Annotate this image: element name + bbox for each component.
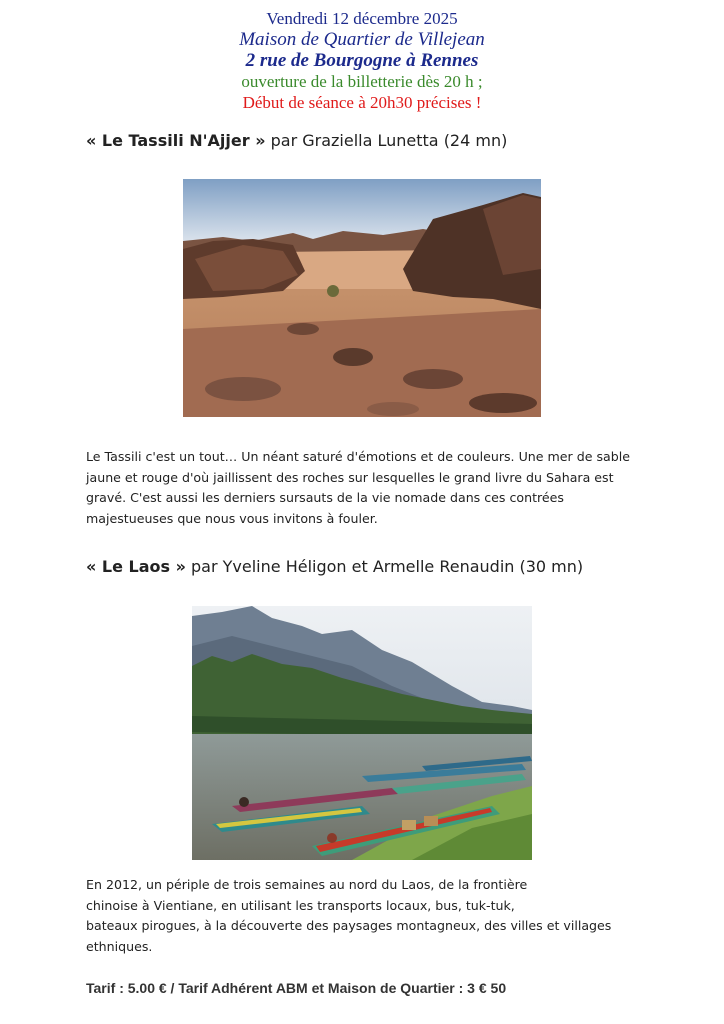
event-header (0, 8, 724, 113)
laos-river-boats-photo (192, 606, 532, 860)
description-line: majestueuses que nous vous invitons à fouler. (86, 510, 378, 526)
film-name: « Le Laos » (86, 557, 186, 576)
tassili-desert-photo (183, 179, 541, 417)
event-address: 2 rue de Bourgogne à Rennes (245, 50, 479, 71)
description-line: chinoise à Vientiane, en utilisant les transports locaux, bus, tuk-tuk, (86, 897, 515, 913)
laos-description (86, 875, 646, 957)
tassili-description (86, 447, 646, 529)
film-credit: par Graziella Lunetta (24 mn) (265, 131, 508, 150)
description-line: Le Tassili c'est un tout… Un néant saturé d'émotions et de couleurs. Une mer de sable (86, 449, 630, 464)
description-line: En 2012, un périple de trois semaines au nord du Laos, de la frontière (86, 877, 528, 892)
event-date: Vendredi 12 décembre 2025 (266, 9, 458, 28)
ticket-office-info: ouverture de la billetterie dès 20 h ; (241, 72, 483, 91)
description-line: gravé. C'est aussi les derniers sursauts de la vie nomade dans ces contrées (86, 490, 564, 505)
description-line: ethniques. (86, 938, 153, 954)
price-info: Tarif : 5.00 € / Tarif Adhérent ABM et Maison de Quartier : 3 € 50 (86, 980, 507, 996)
event-venue: Maison de Quartier de Villejean (239, 29, 485, 50)
film-name: « Le Tassili N'Ajjer » (86, 131, 266, 150)
start-time-info: Début de séance à 20h30 précises ! (242, 93, 482, 112)
description-line: jaune et rouge d'où jaillissent des roches sur lesquelles le grand livre du Sahara est (86, 469, 614, 485)
film-title-laos (86, 557, 583, 576)
film-credit: par Yveline Héligon et Armelle Renaudin (30 mn) (185, 557, 584, 576)
description-line: bateaux pirogues, à la découverte des paysages montagneux, des villes et villages (86, 918, 612, 933)
film-title-tassili (86, 131, 507, 150)
